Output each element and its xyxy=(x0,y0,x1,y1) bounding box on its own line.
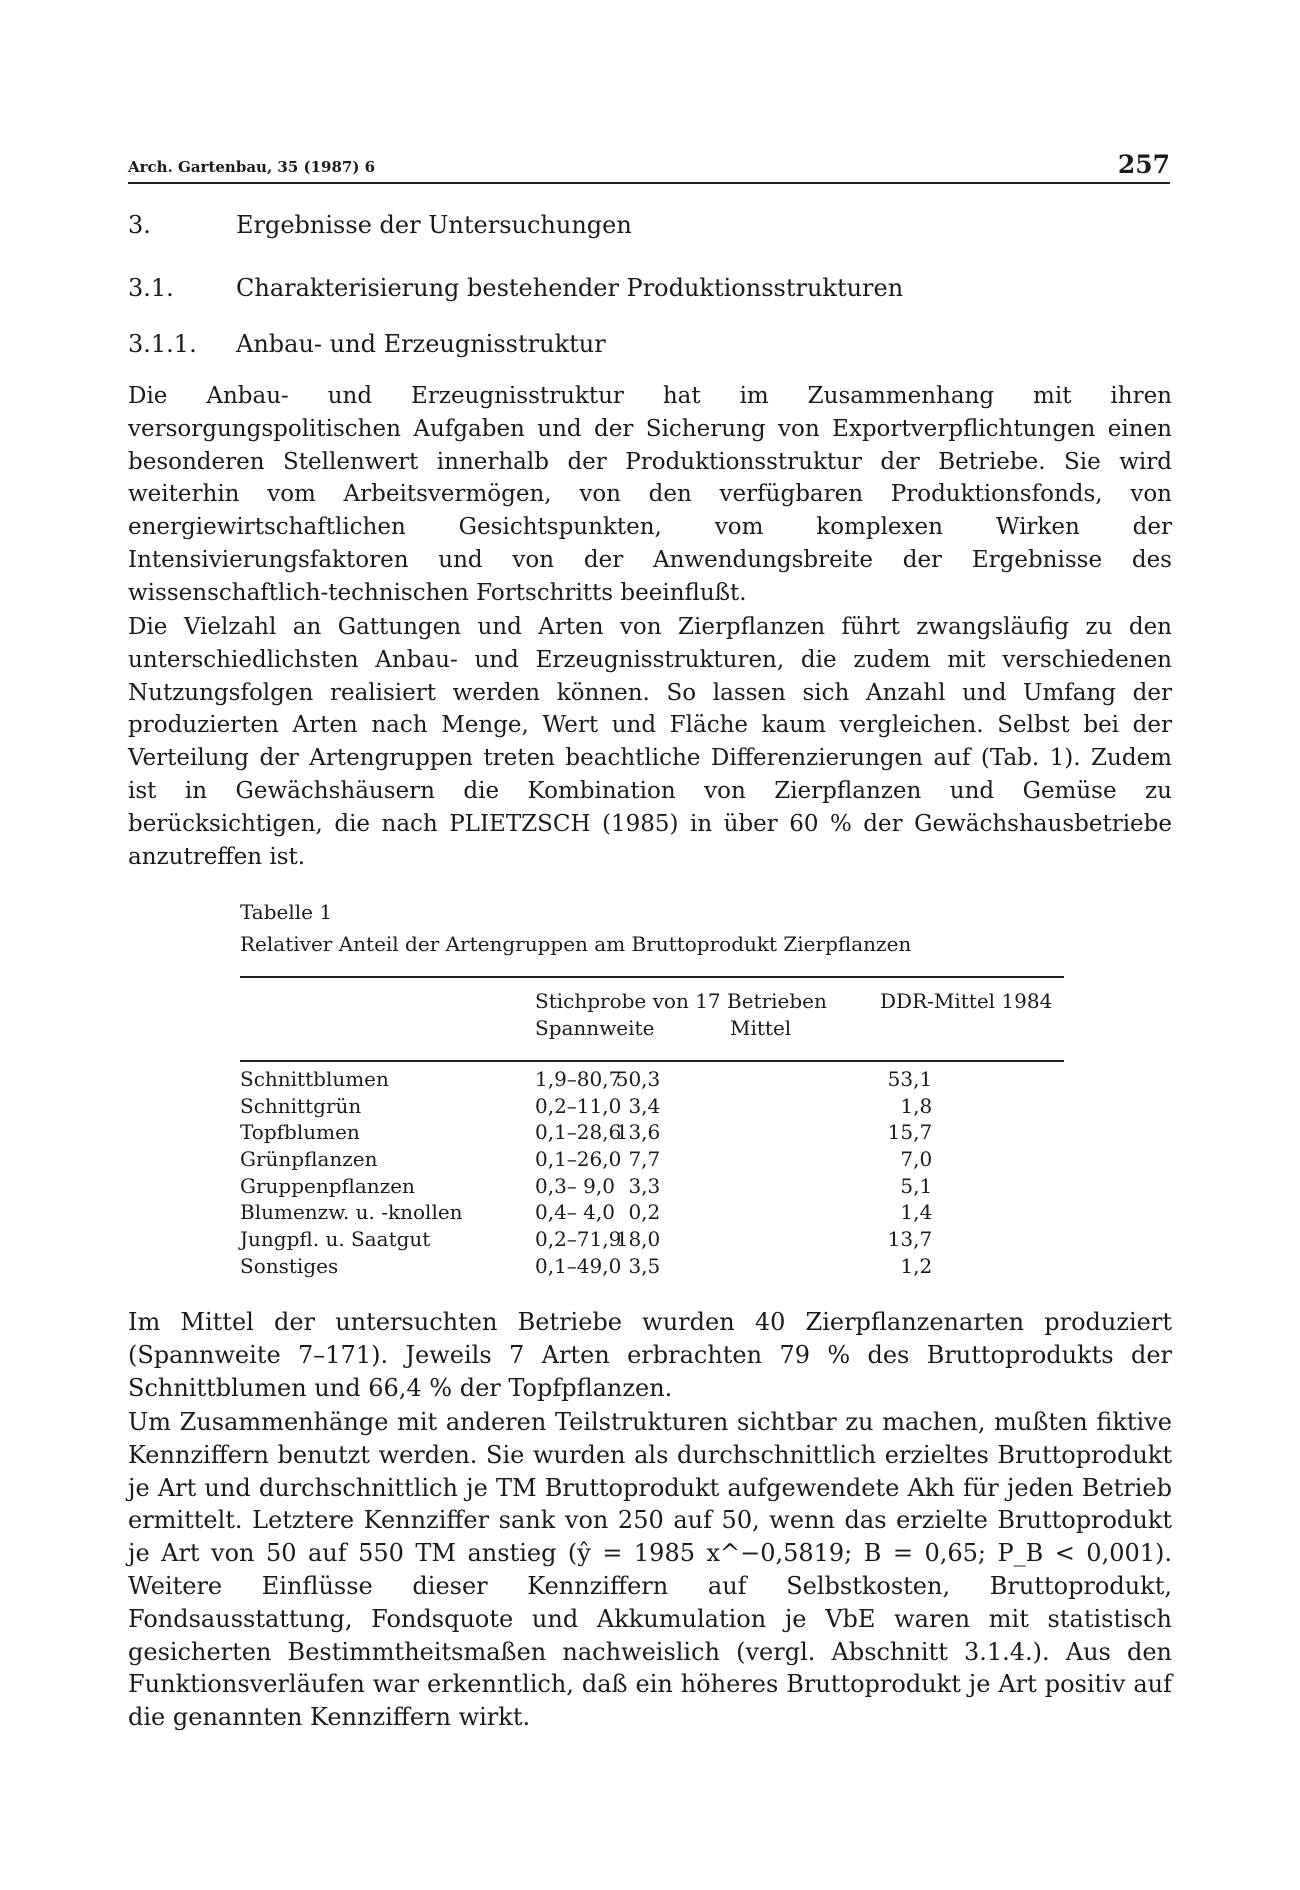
subsection-heading xyxy=(128,274,903,302)
row-ddr: 5,1 xyxy=(900,1173,933,1198)
row-ddr: 53,1 xyxy=(887,1067,933,1091)
row-range: 1,9–80,7 xyxy=(535,1067,622,1091)
row-mean: 3,4 xyxy=(628,1093,661,1118)
row-name: Grünpflanzen xyxy=(240,1147,378,1172)
subsubsection-title: Anbau- und Erzeugnisstruktur xyxy=(236,330,606,358)
row-name: Schnittblumen xyxy=(240,1067,389,1091)
table-row xyxy=(240,1200,1064,1227)
row-ddr: 1,8 xyxy=(900,1093,933,1118)
paragraph-3: Im Mittel der untersuchten Betriebe wurden 40 Zierpflanzenarten produziert (Spannweite 7–171). Jeweils 7 Arten erbrachten 79 % des Bruttoprodukts der Schnittblumen und 66,4 % der Topfpflanzen. xyxy=(128,1308,1172,1402)
table-header-range: Spannweite xyxy=(535,1016,655,1040)
table-title: Relativer Anteil der Artengruppen am Bruttoprodukt Zierpflanzen xyxy=(240,932,912,956)
row-mean: 3,5 xyxy=(628,1253,661,1278)
section-title: Ergebnisse der Untersuchungen xyxy=(236,211,632,239)
table-header-mean: Mittel xyxy=(730,1016,792,1040)
row-ddr: 7,0 xyxy=(900,1147,933,1172)
table-row xyxy=(240,1120,1064,1147)
row-ddr: 1,4 xyxy=(900,1200,933,1225)
data-table xyxy=(240,1067,1064,1281)
row-range: 0,1–26,0 xyxy=(535,1147,622,1172)
table-header-sample: Stichprobe von 17 Betrieben xyxy=(535,989,827,1013)
row-ddr: 15,7 xyxy=(887,1120,933,1145)
row-range: 0,2–11,0 xyxy=(535,1093,622,1118)
table-header-ddr: DDR-Mittel 1984 xyxy=(880,989,1053,1013)
subsection-number: 3.1. xyxy=(128,274,174,302)
row-mean: 3,3 xyxy=(628,1173,661,1198)
row-range: 0,1–49,0 xyxy=(535,1253,622,1278)
table-top-rule xyxy=(240,976,1064,978)
row-name: Jungpfl. u. Saatgut xyxy=(240,1227,431,1252)
table-row xyxy=(240,1254,1064,1281)
running-header xyxy=(128,150,1170,184)
page-number: 257 xyxy=(1117,150,1170,179)
row-name: Topfblumen xyxy=(240,1120,360,1145)
paragraph-1: Die Anbau- und Erzeugnisstruktur hat im Zusammenhang mit ihren versorgungspolitischen Aufgaben und der Sicherung von Exportverpflichtungen einen besonderen Stellenwert innerhalb der Produktionsstruktur der Betriebe. Sie wird weiterhin vom Arbeitsvermögen, von den verfügbaren Produktionsfonds, von energiewirtschaftlichen Gesichtspunkten, vom komplexen Wirken der Intensivierungsfaktoren und von der Anwendungsbreite der Ergebnisse des wissenschaftlich-technischen Fortschritts beeinflußt. xyxy=(128,383,1172,606)
row-mean: 0,2 xyxy=(628,1200,661,1225)
subsubsection-heading xyxy=(128,330,606,358)
journal-citation: Arch. Gartenbau, 35 (1987) 6 xyxy=(128,158,376,176)
table-row xyxy=(240,1067,1064,1094)
row-range: 0,3– 9,0 xyxy=(535,1173,615,1198)
row-range: 0,2–71,9 xyxy=(535,1227,622,1252)
row-mean: 13,6 xyxy=(615,1120,661,1145)
table-row xyxy=(240,1227,1064,1254)
row-mean: 7,7 xyxy=(628,1147,661,1172)
table-row xyxy=(240,1147,1064,1174)
row-name: Schnittgrün xyxy=(240,1093,362,1118)
row-mean: 18,0 xyxy=(615,1227,661,1252)
subsubsection-number: 3.1.1. xyxy=(128,330,197,358)
table-header-rule xyxy=(240,1060,1064,1062)
row-name: Blumenzw. u. -knollen xyxy=(240,1200,463,1225)
row-range: 0,4– 4,0 xyxy=(535,1200,615,1225)
paragraph-2: Die Vielzahl an Gattungen und Arten von Zierpflanzen führt zwangsläufig zu den unterschiedlichsten Anbau- und Erzeugnisstrukturen, die zudem mit verschiedenen Nutzungsfolgen realisiert werden können. So lassen sich Anzahl und Umfang der produzierten Arten nach Menge, Wert und Fläche kaum vergleichen. Selbst bei der Verteilung der Artengruppen treten beachtliche Differenzierungen auf (Tab. 1). Zudem ist in Gewächshäusern die Kombination von Zierpflanzen und Gemüse zu berücksichtigen, die nach PLIETZSCH (1985) in über 60 % der Gewächshausbetriebe anzutreffen ist. xyxy=(128,614,1172,870)
table-label: Tabelle 1 xyxy=(240,900,333,924)
paragraph-4: Um Zusammenhänge mit anderen Teilstrukturen sichtbar zu machen, mußten fiktive Kennziffern benutzt werden. Sie wurden als durchschnittlich erzieltes Bruttoprodukt je Art und durchschnittlich je TM Bruttoprodukt aufgewendete Akh für jeden Betrieb ermittelt. Letztere Kennziffer sank von 250 auf 50, wenn das erzielte Bruttoprodukt je Art von 50 auf 550 TM anstieg (ŷ = 1985 x^−0,5819; B = 0,65; P_B < 0,001). Weitere Einflüsse dieser Kennziffern auf Selbstkosten, Bruttoprodukt, Fondsausstattung, Fondsquote und Akkumulation je VbE waren mit statistisch gesicherten Bestimmtheitsmaßen nachweislich (vergl. Abschnitt 3.1.4.). Aus den Funktionsverläufen war erkenntlich, daß ein höheres Bruttoprodukt je Art positiv auf die genannten Kennziffern wirkt. xyxy=(128,1408,1172,1732)
section-heading xyxy=(128,211,632,239)
row-name: Sonstiges xyxy=(240,1253,339,1278)
row-ddr: 13,7 xyxy=(887,1227,933,1252)
subsection-title: Charakterisierung bestehender Produktionsstrukturen xyxy=(236,274,904,302)
section-number: 3. xyxy=(128,211,151,239)
row-name: Gruppenpflanzen xyxy=(240,1173,415,1198)
row-range: 0,1–28,6 xyxy=(535,1120,622,1145)
row-ddr: 1,2 xyxy=(900,1253,933,1278)
table-row xyxy=(240,1174,1064,1201)
row-mean: 50,3 xyxy=(615,1067,661,1091)
table-row xyxy=(240,1094,1064,1121)
